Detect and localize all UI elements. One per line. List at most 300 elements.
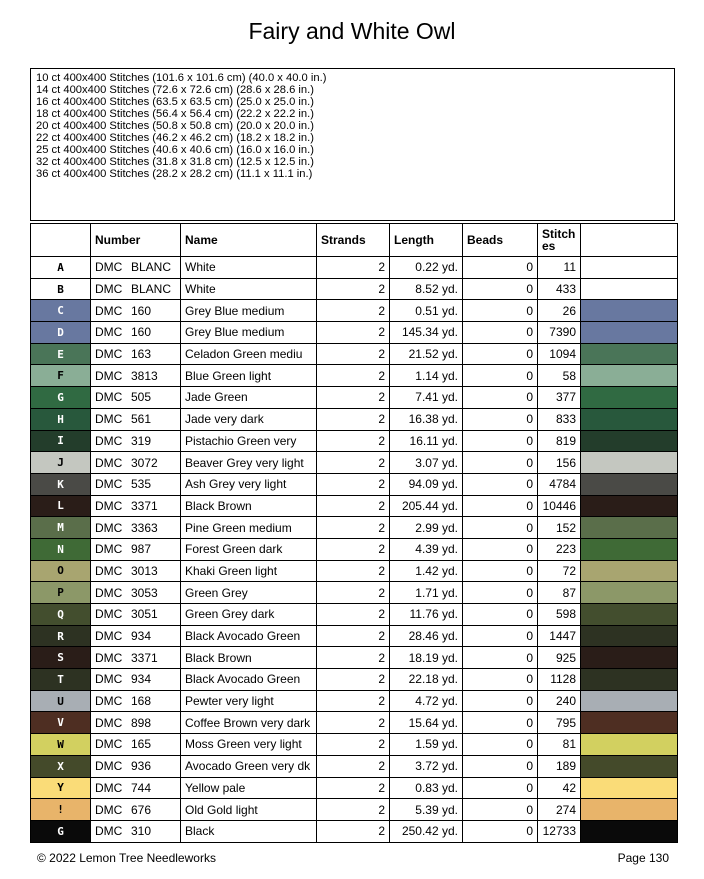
symbol-cell: P <box>31 582 91 604</box>
color-swatch <box>581 647 678 669</box>
beads-cell: 0 <box>463 777 538 799</box>
color-swatch <box>581 517 678 539</box>
strands-cell: 2 <box>317 734 390 756</box>
number-cell <box>91 604 181 626</box>
stitches-cell: 433 <box>538 278 581 300</box>
table-row <box>31 343 678 365</box>
symbol-cell: J <box>31 452 91 474</box>
symbol-cell: X <box>31 755 91 777</box>
strands-cell: 2 <box>317 690 390 712</box>
beads-cell: 0 <box>463 820 538 842</box>
stitches-cell: 1128 <box>538 669 581 691</box>
floss-code: 898 <box>131 715 152 730</box>
name-cell: Beaver Grey very light <box>181 452 317 474</box>
number-cell <box>91 300 181 322</box>
floss-code: 987 <box>131 542 152 557</box>
stitches-cell: 598 <box>538 604 581 626</box>
fabric-size-line: 16 ct 400x400 Stitches (63.5 x 63.5 cm) (25.0 x 25.0 in.) <box>36 96 314 108</box>
name-cell: Jade very dark <box>181 408 317 430</box>
color-swatch <box>581 560 678 582</box>
symbol-cell: M <box>31 517 91 539</box>
length-cell: 1.42 yd. <box>390 560 463 582</box>
floss-code: BLANC <box>131 282 172 297</box>
brand-label: DMC <box>95 780 123 795</box>
symbol-cell: ! <box>31 799 91 821</box>
number-cell <box>91 582 181 604</box>
floss-code: 3813 <box>131 368 158 383</box>
color-swatch <box>581 278 678 300</box>
brand-label: DMC <box>95 390 123 405</box>
beads-cell: 0 <box>463 278 538 300</box>
page-title: Fairy and White Owl <box>248 18 456 44</box>
color-swatch <box>581 300 678 322</box>
header-stitches: Stitch es <box>538 224 581 257</box>
beads-cell: 0 <box>463 538 538 560</box>
table-row <box>31 690 678 712</box>
beads-cell: 0 <box>463 322 538 344</box>
strands-cell: 2 <box>317 625 390 647</box>
beads-cell: 0 <box>463 257 538 279</box>
fabric-size-line: 10 ct 400x400 Stitches (101.6 x 101.6 cm) (40.0 x 40.0 in.) <box>36 72 327 84</box>
header-symbol <box>31 224 91 257</box>
stitches-cell: 377 <box>538 387 581 409</box>
brand-label: DMC <box>95 282 123 297</box>
beads-cell: 0 <box>463 300 538 322</box>
number-cell <box>91 452 181 474</box>
strands-cell: 2 <box>317 300 390 322</box>
color-swatch <box>581 452 678 474</box>
color-swatch <box>581 712 678 734</box>
length-cell: 1.71 yd. <box>390 582 463 604</box>
floss-code: 310 <box>131 824 152 839</box>
number-cell <box>91 647 181 669</box>
floss-code: 3363 <box>131 520 158 535</box>
length-cell: 5.39 yd. <box>390 799 463 821</box>
name-cell: Old Gold light <box>181 799 317 821</box>
table-row <box>31 625 678 647</box>
floss-code: 3371 <box>131 498 158 513</box>
strands-cell: 2 <box>317 777 390 799</box>
number-cell <box>91 734 181 756</box>
symbol-cell: I <box>31 430 91 452</box>
fabric-size-line: 18 ct 400x400 Stitches (56.4 x 56.4 cm) (22.2 x 22.2 in.) <box>36 108 314 120</box>
strands-cell: 2 <box>317 560 390 582</box>
stitches-cell: 156 <box>538 452 581 474</box>
strands-cell: 2 <box>317 387 390 409</box>
beads-cell: 0 <box>463 517 538 539</box>
length-cell: 3.07 yd. <box>390 452 463 474</box>
stitches-cell: 12733 <box>538 820 581 842</box>
brand-label: DMC <box>95 737 123 752</box>
symbol-cell: U <box>31 690 91 712</box>
name-cell: Black Brown <box>181 495 317 517</box>
strands-cell: 2 <box>317 452 390 474</box>
floss-code: 163 <box>131 347 152 362</box>
fabric-size-line: 14 ct 400x400 Stitches (72.6 x 72.6 cm) (28.6 x 28.6 in.) <box>36 84 314 96</box>
stitches-cell: 795 <box>538 712 581 734</box>
stitches-cell: 11 <box>538 257 581 279</box>
beads-cell: 0 <box>463 734 538 756</box>
symbol-cell: G <box>31 387 91 409</box>
fabric-sizes-box <box>30 68 675 221</box>
strands-cell: 2 <box>317 604 390 626</box>
brand-label: DMC <box>95 563 123 578</box>
table-row <box>31 820 678 842</box>
number-cell <box>91 777 181 799</box>
floss-code: 676 <box>131 802 152 817</box>
name-cell: Blue Green light <box>181 365 317 387</box>
header-number: Number <box>91 224 181 257</box>
number-cell <box>91 343 181 365</box>
number-cell <box>91 257 181 279</box>
floss-code: 744 <box>131 780 152 795</box>
symbol-cell: Y <box>31 777 91 799</box>
floss-code: 3072 <box>131 455 158 470</box>
table-row <box>31 300 678 322</box>
symbol-cell: O <box>31 560 91 582</box>
strands-cell: 2 <box>317 495 390 517</box>
name-cell: Black Brown <box>181 647 317 669</box>
number-cell <box>91 408 181 430</box>
color-swatch <box>581 430 678 452</box>
name-cell: Green Grey <box>181 582 317 604</box>
brand-label: DMC <box>95 759 123 774</box>
table-row <box>31 647 678 669</box>
table-row <box>31 322 678 344</box>
table-row <box>31 365 678 387</box>
symbol-cell: W <box>31 734 91 756</box>
brand-label: DMC <box>95 260 123 275</box>
number-cell <box>91 560 181 582</box>
name-cell: White <box>181 278 317 300</box>
stitches-cell: 42 <box>538 777 581 799</box>
length-cell: 22.18 yd. <box>390 669 463 691</box>
stitches-cell: 7390 <box>538 322 581 344</box>
header-strands: Strands <box>317 224 390 257</box>
strands-cell: 2 <box>317 343 390 365</box>
table-row <box>31 560 678 582</box>
brand-label: DMC <box>95 694 123 709</box>
strands-cell: 2 <box>317 799 390 821</box>
brand-label: DMC <box>95 433 123 448</box>
table-row <box>31 387 678 409</box>
strands-cell: 2 <box>317 408 390 430</box>
symbol-cell: E <box>31 343 91 365</box>
brand-label: DMC <box>95 802 123 817</box>
header-name: Name <box>181 224 317 257</box>
strands-cell: 2 <box>317 322 390 344</box>
floss-code: 160 <box>131 303 152 318</box>
fabric-size-line: 32 ct 400x400 Stitches (31.8 x 31.8 cm) (12.5 x 12.5 in.) <box>36 156 314 168</box>
brand-label: DMC <box>95 585 123 600</box>
strands-cell: 2 <box>317 257 390 279</box>
name-cell: Pewter very light <box>181 690 317 712</box>
length-cell: 0.51 yd. <box>390 300 463 322</box>
name-cell: Khaki Green light <box>181 560 317 582</box>
floss-code: 3053 <box>131 585 158 600</box>
color-swatch <box>581 387 678 409</box>
name-cell: Grey Blue medium <box>181 300 317 322</box>
length-cell: 4.72 yd. <box>390 690 463 712</box>
color-swatch <box>581 777 678 799</box>
length-cell: 1.59 yd. <box>390 734 463 756</box>
stitches-cell: 223 <box>538 538 581 560</box>
symbol-cell: K <box>31 473 91 495</box>
beads-cell: 0 <box>463 582 538 604</box>
color-swatch <box>581 257 678 279</box>
table-row <box>31 582 678 604</box>
table-row <box>31 604 678 626</box>
name-cell: Celadon Green mediu <box>181 343 317 365</box>
strands-cell: 2 <box>317 430 390 452</box>
floss-code: 319 <box>131 433 152 448</box>
table-header-row <box>31 224 678 257</box>
color-swatch <box>581 734 678 756</box>
number-cell <box>91 365 181 387</box>
brand-label: DMC <box>95 542 123 557</box>
length-cell: 250.42 yd. <box>390 820 463 842</box>
symbol-cell: G <box>31 820 91 842</box>
number-cell <box>91 669 181 691</box>
color-swatch <box>581 625 678 647</box>
stitches-cell: 240 <box>538 690 581 712</box>
symbol-cell: V <box>31 712 91 734</box>
brand-label: DMC <box>95 325 123 340</box>
number-cell <box>91 755 181 777</box>
stitches-cell: 274 <box>538 799 581 821</box>
stitches-cell: 26 <box>538 300 581 322</box>
length-cell: 28.46 yd. <box>390 625 463 647</box>
floss-code: 561 <box>131 412 152 427</box>
stitches-cell: 925 <box>538 647 581 669</box>
number-cell <box>91 799 181 821</box>
beads-cell: 0 <box>463 473 538 495</box>
color-swatch <box>581 799 678 821</box>
number-cell <box>91 387 181 409</box>
length-cell: 145.34 yd. <box>390 322 463 344</box>
strands-cell: 2 <box>317 669 390 691</box>
floss-code: 168 <box>131 694 152 709</box>
number-cell <box>91 690 181 712</box>
brand-label: DMC <box>95 607 123 622</box>
table-row <box>31 799 678 821</box>
name-cell: White <box>181 257 317 279</box>
stitches-cell: 10446 <box>538 495 581 517</box>
number-cell <box>91 473 181 495</box>
copyright-text: © 2022 Lemon Tree Needleworks <box>37 851 216 865</box>
length-cell: 18.19 yd. <box>390 647 463 669</box>
floss-code: 160 <box>131 325 152 340</box>
strands-cell: 2 <box>317 365 390 387</box>
stitches-cell: 4784 <box>538 473 581 495</box>
floss-table <box>30 223 678 843</box>
name-cell: Pine Green medium <box>181 517 317 539</box>
name-cell: Yellow pale <box>181 777 317 799</box>
brand-label: DMC <box>95 412 123 427</box>
length-cell: 94.09 yd. <box>390 473 463 495</box>
strands-cell: 2 <box>317 538 390 560</box>
brand-label: DMC <box>95 477 123 492</box>
stitches-cell: 72 <box>538 560 581 582</box>
symbol-cell: C <box>31 300 91 322</box>
brand-label: DMC <box>95 368 123 383</box>
name-cell: Coffee Brown very dark <box>181 712 317 734</box>
floss-code: 505 <box>131 390 152 405</box>
symbol-cell: T <box>31 669 91 691</box>
number-cell <box>91 625 181 647</box>
brand-label: DMC <box>95 672 123 687</box>
table-row <box>31 430 678 452</box>
number-cell <box>91 712 181 734</box>
color-swatch <box>581 473 678 495</box>
brand-label: DMC <box>95 303 123 318</box>
number-cell <box>91 430 181 452</box>
beads-cell: 0 <box>463 343 538 365</box>
color-swatch <box>581 669 678 691</box>
table-row <box>31 517 678 539</box>
header-beads: Beads <box>463 224 538 257</box>
name-cell: Forest Green dark <box>181 538 317 560</box>
header-swatch <box>581 224 678 257</box>
color-swatch <box>581 690 678 712</box>
symbol-cell: Q <box>31 604 91 626</box>
stitches-cell: 833 <box>538 408 581 430</box>
length-cell: 4.39 yd. <box>390 538 463 560</box>
beads-cell: 0 <box>463 712 538 734</box>
stitches-cell: 1094 <box>538 343 581 365</box>
table-row <box>31 538 678 560</box>
table-row <box>31 734 678 756</box>
table-row <box>31 473 678 495</box>
beads-cell: 0 <box>463 560 538 582</box>
strands-cell: 2 <box>317 647 390 669</box>
number-cell <box>91 538 181 560</box>
length-cell: 21.52 yd. <box>390 343 463 365</box>
name-cell: Moss Green very light <box>181 734 317 756</box>
color-swatch <box>581 604 678 626</box>
number-cell <box>91 278 181 300</box>
length-cell: 3.72 yd. <box>390 755 463 777</box>
table-row <box>31 452 678 474</box>
strands-cell: 2 <box>317 517 390 539</box>
color-swatch <box>581 820 678 842</box>
floss-code: 3013 <box>131 563 158 578</box>
floss-code: 934 <box>131 629 152 644</box>
length-cell: 15.64 yd. <box>390 712 463 734</box>
fabric-size-line: 36 ct 400x400 Stitches (28.2 x 28.2 cm) (11.1 x 11.1 in.) <box>36 168 313 180</box>
symbol-cell: R <box>31 625 91 647</box>
color-swatch <box>581 495 678 517</box>
fabric-size-line: 22 ct 400x400 Stitches (46.2 x 46.2 cm) (18.2 x 18.2 in.) <box>36 132 314 144</box>
color-swatch <box>581 408 678 430</box>
page-number: Page 130 <box>617 851 669 865</box>
symbol-cell: N <box>31 538 91 560</box>
number-cell <box>91 820 181 842</box>
brand-label: DMC <box>95 715 123 730</box>
length-cell: 2.99 yd. <box>390 517 463 539</box>
stitches-cell: 819 <box>538 430 581 452</box>
symbol-cell: H <box>31 408 91 430</box>
brand-label: DMC <box>95 650 123 665</box>
header-length: Length <box>390 224 463 257</box>
color-swatch <box>581 343 678 365</box>
stitches-cell: 152 <box>538 517 581 539</box>
strands-cell: 2 <box>317 820 390 842</box>
beads-cell: 0 <box>463 408 538 430</box>
stitches-cell: 81 <box>538 734 581 756</box>
strands-cell: 2 <box>317 712 390 734</box>
length-cell: 0.22 yd. <box>390 257 463 279</box>
beads-cell: 0 <box>463 365 538 387</box>
table-row <box>31 495 678 517</box>
color-swatch <box>581 538 678 560</box>
fabric-size-line: 25 ct 400x400 Stitches (40.6 x 40.6 cm) (16.0 x 16.0 in.) <box>36 144 314 156</box>
name-cell: Black Avocado Green <box>181 669 317 691</box>
beads-cell: 0 <box>463 495 538 517</box>
name-cell: Ash Grey very light <box>181 473 317 495</box>
table-row <box>31 669 678 691</box>
brand-label: DMC <box>95 824 123 839</box>
color-swatch <box>581 755 678 777</box>
number-cell <box>91 495 181 517</box>
stitches-cell: 1447 <box>538 625 581 647</box>
floss-code: 3051 <box>131 607 158 622</box>
name-cell: Green Grey dark <box>181 604 317 626</box>
symbol-cell: F <box>31 365 91 387</box>
number-cell <box>91 322 181 344</box>
stitches-cell: 58 <box>538 365 581 387</box>
floss-code: 934 <box>131 672 152 687</box>
table-row <box>31 257 678 279</box>
floss-code: BLANC <box>131 260 172 275</box>
length-cell: 11.76 yd. <box>390 604 463 626</box>
symbol-cell: S <box>31 647 91 669</box>
table-row <box>31 278 678 300</box>
color-swatch <box>581 582 678 604</box>
strands-cell: 2 <box>317 473 390 495</box>
beads-cell: 0 <box>463 755 538 777</box>
beads-cell: 0 <box>463 387 538 409</box>
brand-label: DMC <box>95 520 123 535</box>
length-cell: 7.41 yd. <box>390 387 463 409</box>
number-cell <box>91 517 181 539</box>
table-row <box>31 712 678 734</box>
fabric-size-line: 20 ct 400x400 Stitches (50.8 x 50.8 cm) (20.0 x 20.0 in.) <box>36 120 314 132</box>
beads-cell: 0 <box>463 430 538 452</box>
name-cell: Jade Green <box>181 387 317 409</box>
name-cell: Black Avocado Green <box>181 625 317 647</box>
floss-code: 3371 <box>131 650 158 665</box>
table-row <box>31 777 678 799</box>
floss-code: 535 <box>131 477 152 492</box>
color-swatch <box>581 365 678 387</box>
symbol-cell: L <box>31 495 91 517</box>
length-cell: 16.38 yd. <box>390 408 463 430</box>
floss-code: 165 <box>131 737 152 752</box>
beads-cell: 0 <box>463 604 538 626</box>
length-cell: 0.83 yd. <box>390 777 463 799</box>
strands-cell: 2 <box>317 582 390 604</box>
length-cell: 205.44 yd. <box>390 495 463 517</box>
symbol-cell: D <box>31 322 91 344</box>
beads-cell: 0 <box>463 452 538 474</box>
length-cell: 8.52 yd. <box>390 278 463 300</box>
length-cell: 16.11 yd. <box>390 430 463 452</box>
floss-code: 936 <box>131 759 152 774</box>
name-cell: Grey Blue medium <box>181 322 317 344</box>
strands-cell: 2 <box>317 755 390 777</box>
beads-cell: 0 <box>463 690 538 712</box>
